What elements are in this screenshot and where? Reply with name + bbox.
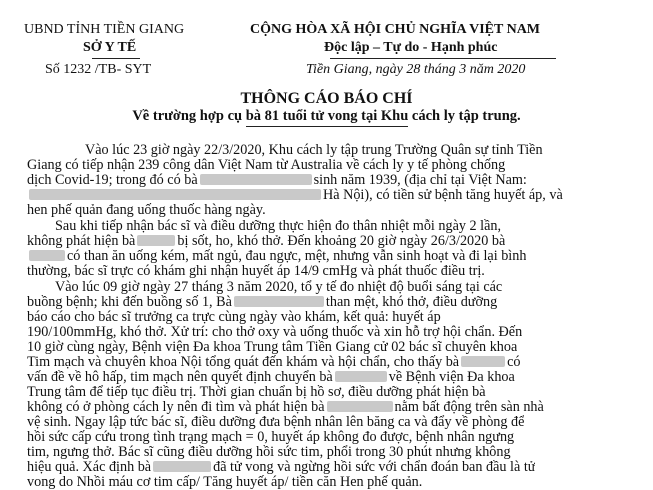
body-line: Hà Nội), có tiền sử bệnh tăng huyết áp, và xyxy=(27,188,563,203)
redacted-name xyxy=(153,461,211,472)
body-line: tim, ngưng thở. Bác sĩ cũng điều dưỡng hồi sức tim, phổi trong 30 phút nhưng không xyxy=(27,445,511,460)
body-line: hiệu quả. Xác định bà đã tử vong và ngừng hồi sức với chẩn đoán ban đầu là tử xyxy=(27,460,536,475)
place-and-date: Tiền Giang, ngày 28 tháng 3 năm 2020 xyxy=(306,62,526,77)
body-line: dịch Covid-19; trong đó có bà sinh năm 1939, (địa chỉ tại Việt Nam: xyxy=(27,173,527,188)
body-line: Vào lúc 23 giờ ngày 22/3/2020, Khu cách ly tập trung Trường Quân sự tỉnh Tiền xyxy=(85,143,543,158)
redacted-name xyxy=(461,356,505,367)
body-line: 190/100mmHg, khó thở. Xử trí: cho thở oxy và uống thuốc và xin hỗ trợ hội chẩn. Đến xyxy=(27,325,523,340)
body-line: vấn đề về hô hấp, tim mạch nên quyết định chuyển bà về Bệnh viện Đa khoa xyxy=(27,370,515,385)
redacted-name xyxy=(327,401,393,412)
body-line: không có ở phòng cách ly nên đi tìm và phát hiện bà nằm bất động trên sàn nhà xyxy=(27,400,544,415)
redacted-name xyxy=(200,174,312,185)
body-line: 10 giờ cùng ngày, Bệnh viện Đa khoa Trung tâm Tiền Giang cử 02 bác sĩ chuyên khoa xyxy=(27,340,518,355)
body-line: buồng bệnh; khi đến buồng số 1, Bà than mệt, khó thở, điều dưỡng xyxy=(27,295,498,310)
redacted-name xyxy=(335,371,387,382)
body-line: báo cáo cho bác sĩ trưởng ca trực cùng ngày vào khám, kết quả: huyết áp xyxy=(27,310,441,325)
body-line: vệ sinh. Ngay lập tức bác sĩ, điều dưỡng đưa bệnh nhân lên băng ca và đẩy về phòng để xyxy=(27,415,525,430)
document-number: Số 1232 /TB- SYT xyxy=(45,62,152,77)
body-line: Vào lúc 09 giờ ngày 27 tháng 3 năm 2020, tổ y tế đo nhiệt độ buổi sáng tại các xyxy=(55,280,503,295)
motto-underline xyxy=(330,58,556,59)
redacted-address xyxy=(29,189,321,200)
republic-name: CỘNG HÒA XÃ HỘI CHỦ NGHĨA VIỆT NAM xyxy=(250,22,541,37)
redacted-name xyxy=(234,296,324,307)
body-line: Giang có tiếp nhận 239 công dân Việt Nam từ Australia về cách ly y tế phòng chống xyxy=(27,158,506,173)
department-underline xyxy=(92,58,140,59)
document-title: THÔNG CÁO BÁO CHÍ xyxy=(240,90,413,107)
redacted-name xyxy=(137,235,175,246)
document-subtitle: Về trường hợp cụ bà 81 tuổi tử vong tại Khu cách ly tập trung. xyxy=(132,108,521,124)
body-line: có than ăn uống kém, mất ngủ, đau ngực, mệt, nhưng vẫn sinh hoạt và đi lại bình xyxy=(27,249,526,264)
body-line: hen phế quản đang uống thuốc hàng ngày. xyxy=(27,203,266,218)
redacted-name xyxy=(29,250,65,261)
body-line: thường, bác sĩ trực có khám ghi nhận huyết áp 14/9 cmHg và phát thuốc điều trị. xyxy=(27,264,485,279)
body-line: Sau khi tiếp nhận bác sĩ và điều dưỡng thực hiện đo thân nhiệt mỗi ngày 2 lần, xyxy=(55,219,502,234)
national-motto: Độc lập – Tự do - Hạnh phúc xyxy=(324,40,498,55)
body-line: không phát hiện bà bị sốt, ho, khó thở. Đến khoảng 20 giờ ngày 26/3/2020 bà xyxy=(27,234,506,249)
department-name: SỞ Y TẾ xyxy=(83,40,137,55)
body-line: vong do Nhồi máu cơ tim cấp/ Tăng huyết áp/ tiền căn Hen phế quản. xyxy=(27,475,423,490)
body-line: Tim mạch và chuyên khoa Nội tổng quát đến khám và hội chẩn, cho thấy bà có xyxy=(27,355,521,370)
subtitle-underline xyxy=(246,126,408,127)
body-line: Trung tâm để tiếp tục điều trị. Thời gian chuẩn bị hồ sơ, điều dưỡng phát hiện bà xyxy=(27,385,486,400)
body-line: hồi sức cấp cứu trong tình trạng mạch = 0, huyết áp không đo được, bệnh nhân ngưng xyxy=(27,430,515,445)
agency-name: UBND TỈNH TIỀN GIANG xyxy=(24,22,185,37)
